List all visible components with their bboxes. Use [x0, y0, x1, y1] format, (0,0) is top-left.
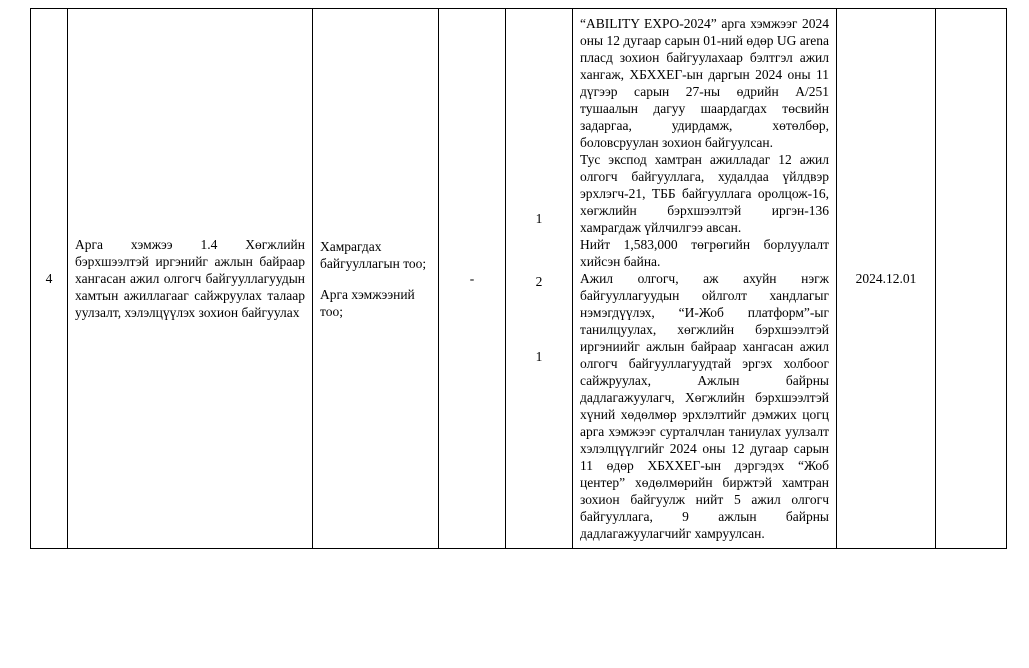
indicator-item: Хамрагдах байгууллагын тоо; [320, 238, 427, 271]
indicator-cell [313, 9, 439, 549]
empty-trailing-cell [936, 9, 1007, 549]
count-value: 2 [535, 274, 543, 289]
activity-report-table [30, 8, 1007, 549]
description-body [573, 9, 836, 548]
row-number-cell: 4 [31, 9, 68, 549]
indicator-list [313, 232, 438, 326]
description-cell [573, 9, 837, 549]
count-spacer [506, 290, 572, 348]
count-cell [506, 9, 573, 549]
blank-cell: - [439, 9, 506, 549]
table-body [31, 9, 1007, 549]
indicator-item: Арга хэмжээний тоо; [320, 286, 415, 319]
table-row [31, 9, 1007, 549]
description-paragraph: Тус экспод хамтран ажилладаг 12 ажил олгогч байгууллага, худалдаа үйлдвэр эрхлэгч-21, ТББ байгууллага оролцож-16, хөгжлийн бэрхшээлтэй иргэн-136 хамрагдаж үйлчилгээ авсан. [580, 152, 829, 235]
date-cell: 2024.12.01 [837, 9, 936, 549]
description-paragraph: “ABILITY EXPO-2024” арга хэмжээг 2024 оны 12 дугаар сарын 01-ний өдөр UG arena пласд зохион байгуулахаар бэлтгэл ажил хангаж, ХБХХЕГ-ын даргын 2024 оны 11 дүгээр сарын 27-ны өдрийн А/251 тушаалын дагуу шаардагдах төсвийн задаргаа, удирдамж, хөтөлбөр, боловсруулан зохион байгуулсан. [580, 16, 829, 150]
measure-cell [68, 9, 313, 549]
count-spacer [506, 227, 572, 273]
description-paragraph: Нийт 1,583,000 төгрөгийн борлуулалт хийсэн байна. [580, 237, 829, 269]
count-value: 1 [535, 349, 543, 364]
measure-text: Арга хэмжээ 1.4 Хөгжлийн бэрхшээлтэй иргэнийг ажлын байраар хангасан ажил олгогч байгууллагуудын хамтын ажиллагааг сайжруулах талаар уулзалт, хэлэлцүүлэх зохион байгуулах [75, 237, 305, 320]
count-list [506, 192, 572, 365]
count-value: 1 [535, 211, 543, 226]
description-paragraph: Ажил олгогч, аж ахуйн нэгж байгууллагуудын ойлголт хандлагыг нэмэгдүүлэх, “И-Жоб платформ”-ыг танилцуулах, хөгжлийн бэрхшээлтэй иргэниийг ажлын байраар хангасан ажил олгогч байгууллагуудтай эргэх холбоог сайжруулах, Ажлын байрны дадлагажуулагч, Хөгжлийн бэрхшээлтэй хүний хөдөлмөр эрхлэлтийг дэмжих цогц арга хэмжээг сурталчлан таниулах уулзалт хэлэлцүүлгийг 2024 оны 12 дугаар сарын 11 өдөр ХБХХЕГ-ын дэргэдэх “Жоб центер” хөдөлмөрийн биржтэй хамтран зохион байгуулж нийт 5 ажил олгогч байгууллага, 9 ажлын байрны дадлагажуулагчийг хамруулсан. [580, 271, 829, 541]
